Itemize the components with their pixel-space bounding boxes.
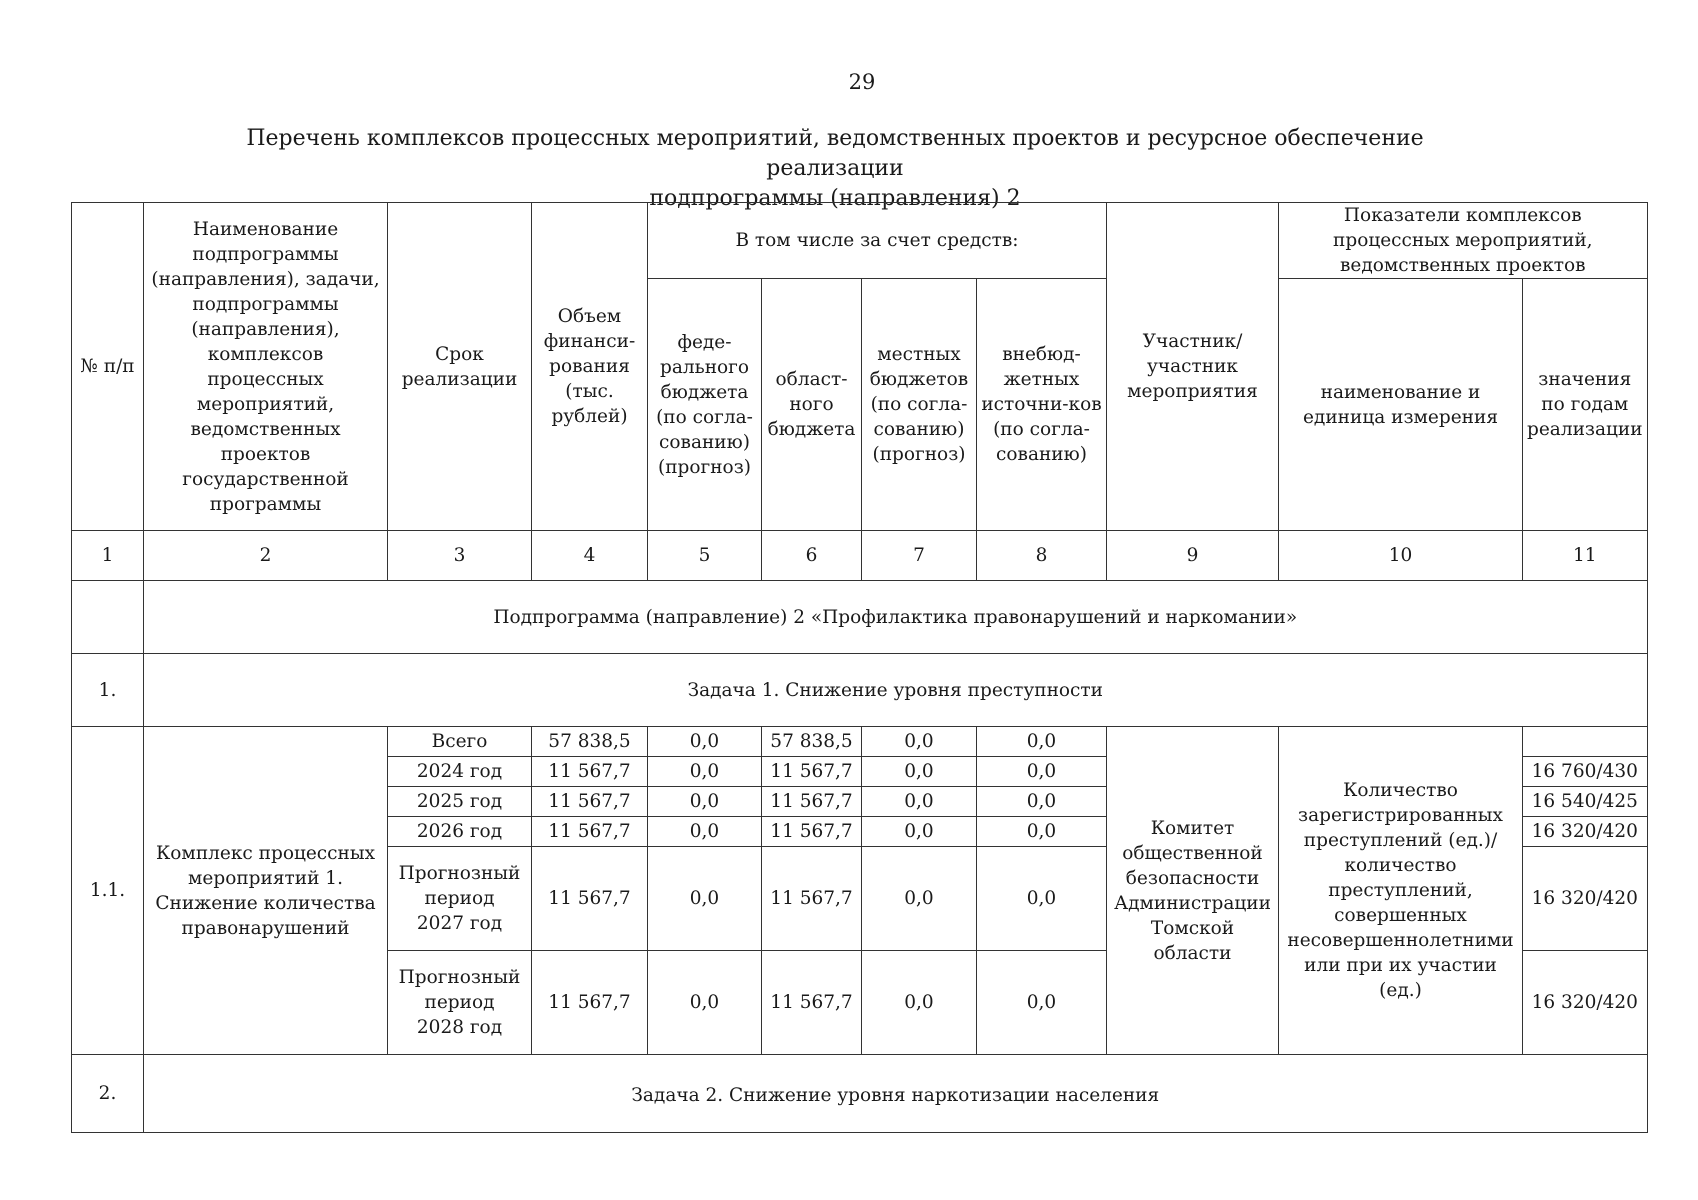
document-title	[190, 124, 1480, 214]
header-volume: Объем финанси-рования (тыс. рублей)	[532, 203, 648, 531]
term-cell: 2024 год	[388, 757, 532, 787]
term-cell: Всего	[388, 727, 532, 757]
resource-table	[71, 202, 1648, 1133]
federal-cell: 0,0	[648, 787, 762, 817]
federal-cell: 0,0	[648, 951, 762, 1055]
column-number: 8	[977, 531, 1107, 581]
column-number: 2	[144, 531, 388, 581]
federal-cell: 0,0	[648, 847, 762, 951]
task-num: 2.	[72, 1055, 144, 1133]
regional-cell: 11 567,7	[762, 787, 862, 817]
volume-cell: 11 567,7	[532, 817, 648, 847]
term-cell	[388, 847, 532, 951]
term-line: Прогнозный	[398, 863, 521, 884]
term-line: Прогнозный	[398, 967, 521, 988]
volume-cell: 11 567,7	[532, 787, 648, 817]
indicator-value-cell: 16 320/420	[1523, 951, 1648, 1055]
header-indicator-values: значения по годам реализации	[1523, 279, 1648, 531]
extra-cell: 0,0	[977, 787, 1107, 817]
task-title: Задача 1. Снижение уровня преступности	[144, 654, 1648, 727]
indicator-value-cell: 16 320/420	[1523, 817, 1648, 847]
extra-cell: 0,0	[977, 757, 1107, 787]
column-number: 11	[1523, 531, 1648, 581]
regional-cell: 11 567,7	[762, 951, 862, 1055]
local-cell: 0,0	[862, 757, 977, 787]
term-cell: 2025 год	[388, 787, 532, 817]
regional-cell: 11 567,7	[762, 757, 862, 787]
header-indicator-name: наименование и единица измерения	[1279, 279, 1523, 531]
header-indicators: Показатели комплексов процессных мероприятий, ведомственных проектов	[1279, 203, 1648, 279]
participant-cell: Комитет общественной безопасности Администрации Томской области	[1107, 727, 1279, 1055]
volume-cell: 11 567,7	[532, 951, 648, 1055]
table-row	[72, 727, 1648, 757]
term-cell	[388, 951, 532, 1055]
federal-cell: 0,0	[648, 727, 762, 757]
task-row	[72, 654, 1648, 727]
column-number: 6	[762, 531, 862, 581]
subprogram-num-cell	[72, 581, 144, 654]
indicator-name-cell: Количество зарегистрированных преступлений (ед.)/ количество преступлений, совершенных несовершеннолетними или при их участии (ед.)	[1279, 727, 1523, 1055]
regional-cell: 11 567,7	[762, 817, 862, 847]
indicator-value-cell	[1523, 727, 1648, 757]
column-number: 1	[72, 531, 144, 581]
extra-cell: 0,0	[977, 727, 1107, 757]
term-line: 2028 год	[416, 1017, 503, 1038]
header-name: Наименование подпрограммы (направления), задачи, подпрограммы (направления), комплексов процессных мероприятий, ведомственных проектов государственной программы	[144, 203, 388, 531]
term-line: 2027 год	[416, 913, 503, 934]
volume-cell: 11 567,7	[532, 847, 648, 951]
column-number: 10	[1279, 531, 1523, 581]
term-line: период	[424, 992, 495, 1013]
column-number: 9	[1107, 531, 1279, 581]
local-cell: 0,0	[862, 951, 977, 1055]
header-regional: област-ного бюджета	[762, 279, 862, 531]
indicator-value-cell: 16 320/420	[1523, 847, 1648, 951]
complex-name: Комплекс процессных мероприятий 1. Снижение количества правонарушений	[144, 727, 388, 1055]
title-line-2: подпрограммы (направления) 2	[649, 186, 1021, 211]
column-number: 7	[862, 531, 977, 581]
column-number: 5	[648, 531, 762, 581]
extra-cell: 0,0	[977, 951, 1107, 1055]
extra-cell: 0,0	[977, 817, 1107, 847]
task-row	[72, 1055, 1648, 1133]
regional-cell: 57 838,5	[762, 727, 862, 757]
federal-cell: 0,0	[648, 757, 762, 787]
local-cell: 0,0	[862, 847, 977, 951]
term-cell: 2026 год	[388, 817, 532, 847]
local-cell: 0,0	[862, 817, 977, 847]
indicator-value-cell: 16 540/425	[1523, 787, 1648, 817]
local-cell: 0,0	[862, 787, 977, 817]
header-num: № п/п	[72, 203, 144, 531]
header-local: местных бюджетов (по согла-сованию) (прогноз)	[862, 279, 977, 531]
local-cell: 0,0	[862, 727, 977, 757]
column-number: 4	[532, 531, 648, 581]
task-title: Задача 2. Снижение уровня наркотизации населения	[144, 1055, 1648, 1133]
header-participant: Участник/ участник мероприятия	[1107, 203, 1279, 531]
regional-cell: 11 567,7	[762, 847, 862, 951]
volume-cell: 57 838,5	[532, 727, 648, 757]
header-federal: феде-рального бюджета (по согла-сованию) (прогноз)	[648, 279, 762, 531]
indicator-value-cell: 16 760/430	[1523, 757, 1648, 787]
subprogram-title: Подпрограмма (направление) 2 «Профилактика правонарушений и наркомании»	[144, 581, 1648, 654]
page-number: 29	[848, 70, 876, 94]
header-extra: внебюд-жетных источни-ков (по согла-сованию)	[977, 279, 1107, 531]
volume-cell: 11 567,7	[532, 757, 648, 787]
term-line: период	[424, 888, 495, 909]
federal-cell: 0,0	[648, 817, 762, 847]
header-including: В том числе за счет средств:	[648, 203, 1107, 279]
complex-num: 1.1.	[72, 727, 144, 1055]
subprogram-row	[72, 581, 1648, 654]
column-numbers-row	[72, 531, 1648, 581]
title-line-1: Перечень комплексов процессных мероприятий, ведомственных проектов и ресурсное обеспечение реализации	[246, 126, 1424, 181]
task-num: 1.	[72, 654, 144, 727]
header-term: Срок реализации	[388, 203, 532, 531]
column-number: 3	[388, 531, 532, 581]
extra-cell: 0,0	[977, 847, 1107, 951]
